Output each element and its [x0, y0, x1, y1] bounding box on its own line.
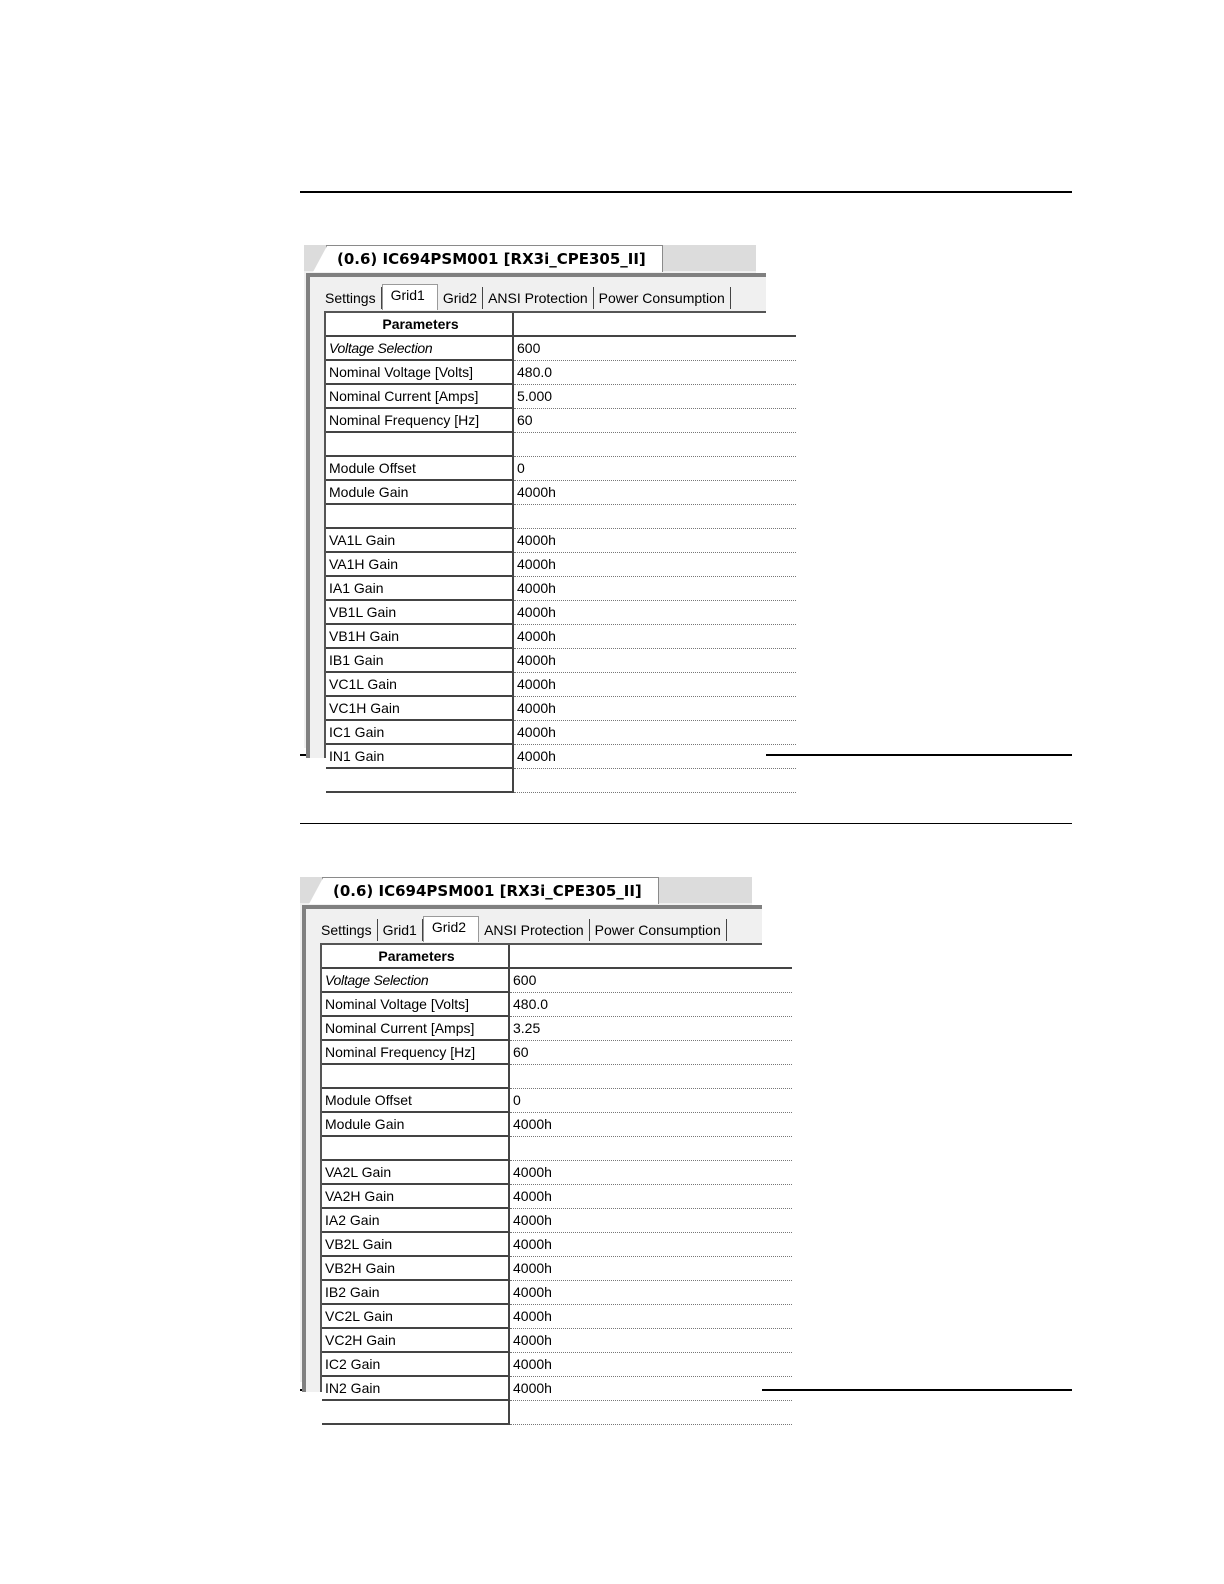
parameter-name-cell: VA1H Gain	[326, 552, 513, 576]
parameter-value-cell[interactable]: 4000h	[513, 552, 796, 576]
tab-grid2[interactable]: Grid2	[438, 287, 483, 309]
document-title-bar	[300, 877, 752, 903]
table-row[interactable]	[326, 384, 796, 408]
parameter-value-cell[interactable]: 60	[513, 408, 796, 432]
table-row[interactable]	[322, 1184, 792, 1208]
parameter-value-cell[interactable]: 4000h	[513, 576, 796, 600]
table-row[interactable]	[322, 1352, 792, 1376]
parameter-name-cell	[322, 1400, 509, 1424]
parameter-name-cell: VC1H Gain	[326, 696, 513, 720]
table-row[interactable]	[322, 1136, 792, 1160]
parameter-value-cell[interactable]: 480.0	[509, 992, 792, 1016]
table-row[interactable]	[326, 432, 796, 456]
parameter-name-cell	[326, 768, 513, 792]
parameter-value-cell[interactable]: 4000h	[513, 600, 796, 624]
parameter-name-cell: Nominal Voltage [Volts]	[322, 992, 509, 1016]
parameter-name-cell	[326, 504, 513, 528]
parameter-value-cell[interactable]: 4000h	[513, 480, 796, 504]
table-row[interactable]	[322, 1088, 792, 1112]
tab-strip	[316, 915, 727, 941]
table-row[interactable]	[326, 408, 796, 432]
parameter-name-cell: VA2L Gain	[322, 1160, 509, 1184]
table-row[interactable]	[322, 1112, 792, 1136]
parameter-grid	[324, 311, 766, 764]
table-row[interactable]	[322, 1208, 792, 1232]
parameters-header: Parameters	[326, 313, 513, 336]
parameter-name-cell	[322, 1064, 509, 1088]
table-row[interactable]	[322, 1160, 792, 1184]
parameter-name-cell: Module Offset	[326, 456, 513, 480]
table-row[interactable]	[326, 600, 796, 624]
parameter-value-cell[interactable]: 5.000	[513, 384, 796, 408]
table-row[interactable]	[322, 1016, 792, 1040]
table-row[interactable]	[322, 968, 792, 992]
parameter-name-cell: VC2L Gain	[322, 1304, 509, 1328]
tab-power-consumption[interactable]: Power Consumption	[594, 287, 731, 309]
parameter-value-cell[interactable]: 4000h	[509, 1376, 792, 1400]
parameter-value-cell[interactable]	[513, 504, 796, 528]
parameter-name-cell: VC1L Gain	[326, 672, 513, 696]
document-title-bar	[304, 245, 756, 271]
divider-top-1	[300, 191, 1072, 193]
parameter-value-cell[interactable]	[509, 1400, 792, 1424]
parameter-value-cell[interactable]: 4000h	[513, 528, 796, 552]
table-row[interactable]	[326, 696, 796, 720]
parameter-name-cell: Nominal Frequency [Hz]	[326, 408, 513, 432]
parameter-value-cell[interactable]: 0	[513, 456, 796, 480]
parameter-name-cell: VB1L Gain	[326, 600, 513, 624]
parameter-value-cell[interactable]: 4000h	[509, 1328, 792, 1352]
document-title-tab[interactable]: (0.6) IC694PSM001 [RX3i_CPE305_II]	[322, 877, 659, 904]
parameter-value-cell[interactable]	[509, 1064, 792, 1088]
parameter-name-cell: IA2 Gain	[322, 1208, 509, 1232]
parameter-name-cell: Module Gain	[326, 480, 513, 504]
parameter-name-cell: Nominal Voltage [Volts]	[326, 360, 513, 384]
parameter-value-cell[interactable]: 4000h	[513, 720, 796, 744]
document-title-tab[interactable]: (0.6) IC694PSM001 [RX3i_CPE305_II]	[326, 245, 663, 272]
parameter-name-cell: IC2 Gain	[322, 1352, 509, 1376]
tab-ansi-protection[interactable]: ANSI Protection	[483, 287, 594, 309]
parameter-value-cell[interactable]: 4000h	[513, 648, 796, 672]
parameter-grid	[320, 943, 762, 1396]
table-row[interactable]	[326, 672, 796, 696]
table-row[interactable]	[326, 552, 796, 576]
parameter-value-cell[interactable]	[513, 432, 796, 456]
parameter-name-cell: VA2H Gain	[322, 1184, 509, 1208]
parameter-name-cell: Nominal Frequency [Hz]	[322, 1040, 509, 1064]
parameter-name-cell: VA1L Gain	[326, 528, 513, 552]
parameter-value-cell[interactable]: 3.25	[509, 1016, 792, 1040]
parameter-value-cell[interactable]: 4000h	[513, 672, 796, 696]
parameter-value-cell[interactable]: 4000h	[509, 1184, 792, 1208]
parameter-value-cell[interactable]: 4000h	[509, 1112, 792, 1136]
tab-grid2[interactable]: Grid2	[423, 916, 479, 942]
parameter-name-cell: Nominal Current [Amps]	[322, 1016, 509, 1040]
parameter-name-cell: Voltage Selection	[322, 968, 509, 992]
parameter-value-cell[interactable]	[509, 1136, 792, 1160]
divider-top-2	[300, 823, 1072, 824]
tab-grid1[interactable]: Grid1	[382, 284, 438, 310]
parameter-name-cell: VB1H Gain	[326, 624, 513, 648]
tab-strip	[320, 283, 731, 309]
table-row[interactable]	[326, 744, 796, 768]
table-row[interactable]	[326, 528, 796, 552]
property-frame	[306, 273, 766, 764]
parameter-name-cell: IA1 Gain	[326, 576, 513, 600]
grid-header-row	[326, 313, 796, 336]
table-row[interactable]	[326, 624, 796, 648]
parameter-value-cell[interactable]: 4000h	[509, 1352, 792, 1376]
parameter-value-cell[interactable]: 4000h	[513, 744, 796, 768]
table-row[interactable]	[322, 1232, 792, 1256]
parameter-name-cell: VC2H Gain	[322, 1328, 509, 1352]
config-screenshot-grid2	[300, 877, 752, 1396]
property-frame	[302, 905, 762, 1396]
parameter-value-cell[interactable]: 4000h	[509, 1232, 792, 1256]
table-row[interactable]	[322, 1040, 792, 1064]
table-row[interactable]	[326, 504, 796, 528]
parameter-name-cell: IC1 Gain	[326, 720, 513, 744]
parameter-name-cell: VB2H Gain	[322, 1256, 509, 1280]
table-row[interactable]	[322, 1376, 792, 1400]
parameter-name-cell: IN2 Gain	[322, 1376, 509, 1400]
table-row[interactable]	[322, 1280, 792, 1304]
parameter-value-cell[interactable]: 60	[509, 1040, 792, 1064]
parameter-value-cell[interactable]: 4000h	[509, 1256, 792, 1280]
parameter-name-cell: VB2L Gain	[322, 1232, 509, 1256]
grid-header-row	[322, 945, 792, 968]
table-row[interactable]	[326, 648, 796, 672]
parameter-name-cell: Voltage Selection	[326, 336, 513, 360]
parameter-value-cell[interactable]: 4000h	[513, 624, 796, 648]
parameter-name-cell	[326, 432, 513, 456]
value-header	[513, 313, 796, 336]
tab-ansi-protection[interactable]: ANSI Protection	[479, 919, 590, 941]
table-row[interactable]	[326, 360, 796, 384]
tab-power-consumption[interactable]: Power Consumption	[590, 919, 727, 941]
parameter-value-cell[interactable]: 4000h	[509, 1280, 792, 1304]
parameter-value-cell[interactable]: 600	[509, 968, 792, 992]
table-row[interactable]	[322, 1328, 792, 1352]
parameter-value-cell[interactable]	[513, 768, 796, 792]
table-row[interactable]	[326, 768, 796, 792]
table-row[interactable]	[326, 336, 796, 360]
tab-settings[interactable]: Settings	[316, 919, 378, 941]
table-row[interactable]	[322, 1400, 792, 1424]
parameter-name-cell	[322, 1136, 509, 1160]
parameter-value-cell[interactable]: 600	[513, 336, 796, 360]
parameter-name-cell: IN1 Gain	[326, 744, 513, 768]
tab-settings[interactable]: Settings	[320, 287, 382, 309]
parameter-value-cell[interactable]: 4000h	[509, 1160, 792, 1184]
table-row[interactable]	[322, 1064, 792, 1088]
value-header	[509, 945, 792, 968]
parameter-value-cell[interactable]: 4000h	[509, 1208, 792, 1232]
table-row[interactable]	[322, 1304, 792, 1328]
table-row[interactable]	[326, 456, 796, 480]
parameter-value-cell[interactable]: 0	[509, 1088, 792, 1112]
table-row[interactable]	[326, 576, 796, 600]
table-row[interactable]	[326, 480, 796, 504]
parameter-name-cell: IB2 Gain	[322, 1280, 509, 1304]
parameter-value-cell[interactable]: 480.0	[513, 360, 796, 384]
tab-grid1[interactable]: Grid1	[378, 919, 423, 941]
table-row[interactable]	[322, 992, 792, 1016]
parameter-value-cell[interactable]: 4000h	[509, 1304, 792, 1328]
parameter-name-cell: Module Offset	[322, 1088, 509, 1112]
parameter-name-cell: Nominal Current [Amps]	[326, 384, 513, 408]
parameter-name-cell: IB1 Gain	[326, 648, 513, 672]
table-row[interactable]	[326, 720, 796, 744]
parameters-header: Parameters	[322, 945, 509, 968]
parameter-value-cell[interactable]: 4000h	[513, 696, 796, 720]
table-row[interactable]	[322, 1256, 792, 1280]
parameter-name-cell: Module Gain	[322, 1112, 509, 1136]
config-screenshot-grid1	[304, 245, 756, 764]
